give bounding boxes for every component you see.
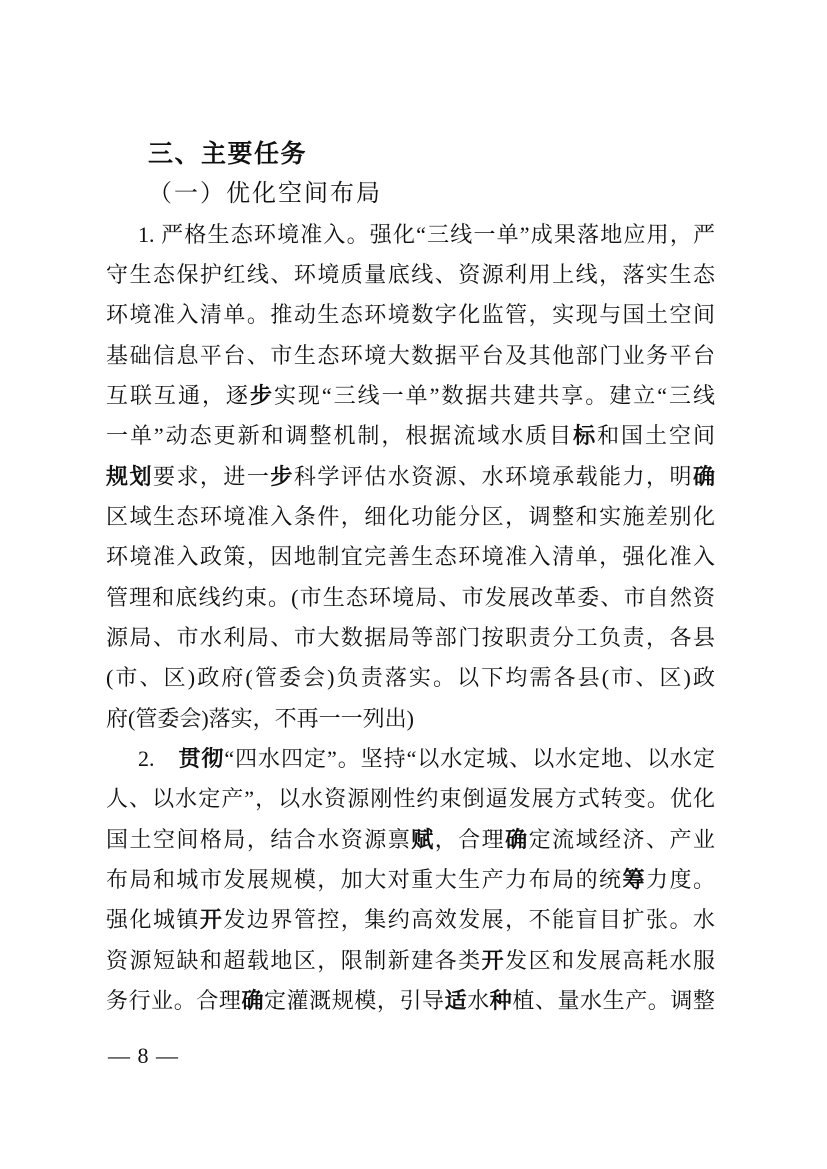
text-line: (市、区)政府(管委会)负责落实。以下均需各县(市、区)政: [106, 665, 715, 691]
text-line: 源局、市水利局、市大数据局等部门按职责分工负责，各县: [106, 624, 715, 650]
text-line: 守生态保护红线、环境质量底线、资源利用上线，落实生态: [106, 261, 715, 287]
text-line: 环境准入清单。推动生态环境数字化监管，实现与国土空间: [106, 302, 715, 328]
text-line: 布局和城市发展规模，加大对重大生产力布局的统筹力度。: [106, 866, 715, 892]
text-line: 互联互通，逐步实现“三线一单”数据共建共享。建立“三线: [106, 382, 715, 408]
text-line: 1. 严格生态环境准入。强化“三线一单”成果落地应用，严: [138, 221, 715, 247]
text-line: 2. 贯彻“四水四定”。坚持“以水定城、以水定地、以水定: [138, 745, 715, 771]
text-line: 资源短缺和超载地区，限制新建各类开发区和发展高耗水服: [106, 947, 715, 973]
text-line: 管理和底线约束。(市生态环境局、市发展改革委、市自然资: [106, 584, 715, 610]
page-number: — 8 —: [108, 1043, 179, 1068]
subsection-heading: （一）优化空间布局: [148, 181, 382, 208]
text-line: 人、以水定产”，以水资源刚性约束倒逼发展方式转变。优化: [106, 786, 715, 812]
text-line: 国土空间格局，结合水资源禀赋，合理确定流域经济、产业: [106, 826, 715, 852]
section-heading: 三、主要任务: [148, 140, 308, 168]
text-line: 强化城镇开发边界管控，集约高效发展，不能盲目扩张。水: [106, 907, 715, 933]
text-line: 环境准入政策，因地制宜完善生态环境准入清单，强化准入: [106, 544, 715, 570]
text-line: 一单”动态更新和调整机制，根据流域水质目标和国土空间: [106, 423, 715, 449]
text-line: 基础信息平台、市生态环境大数据平台及其他部门业务平台: [106, 342, 715, 368]
body-text: [106, 215, 715, 1022]
text-line: 区域生态环境准入条件，细化功能分区，调整和实施差别化: [106, 503, 715, 529]
text-line: 务行业。合理确定灌溉规模，引导适水种植、量水生产。调整: [106, 987, 715, 1013]
document-content: [106, 134, 715, 1021]
text-line: 规划要求，进一步科学评估水资源、水环境承载能力，明确: [106, 463, 715, 489]
text-line: 府(管委会)落实，不再一一列出): [106, 705, 414, 731]
